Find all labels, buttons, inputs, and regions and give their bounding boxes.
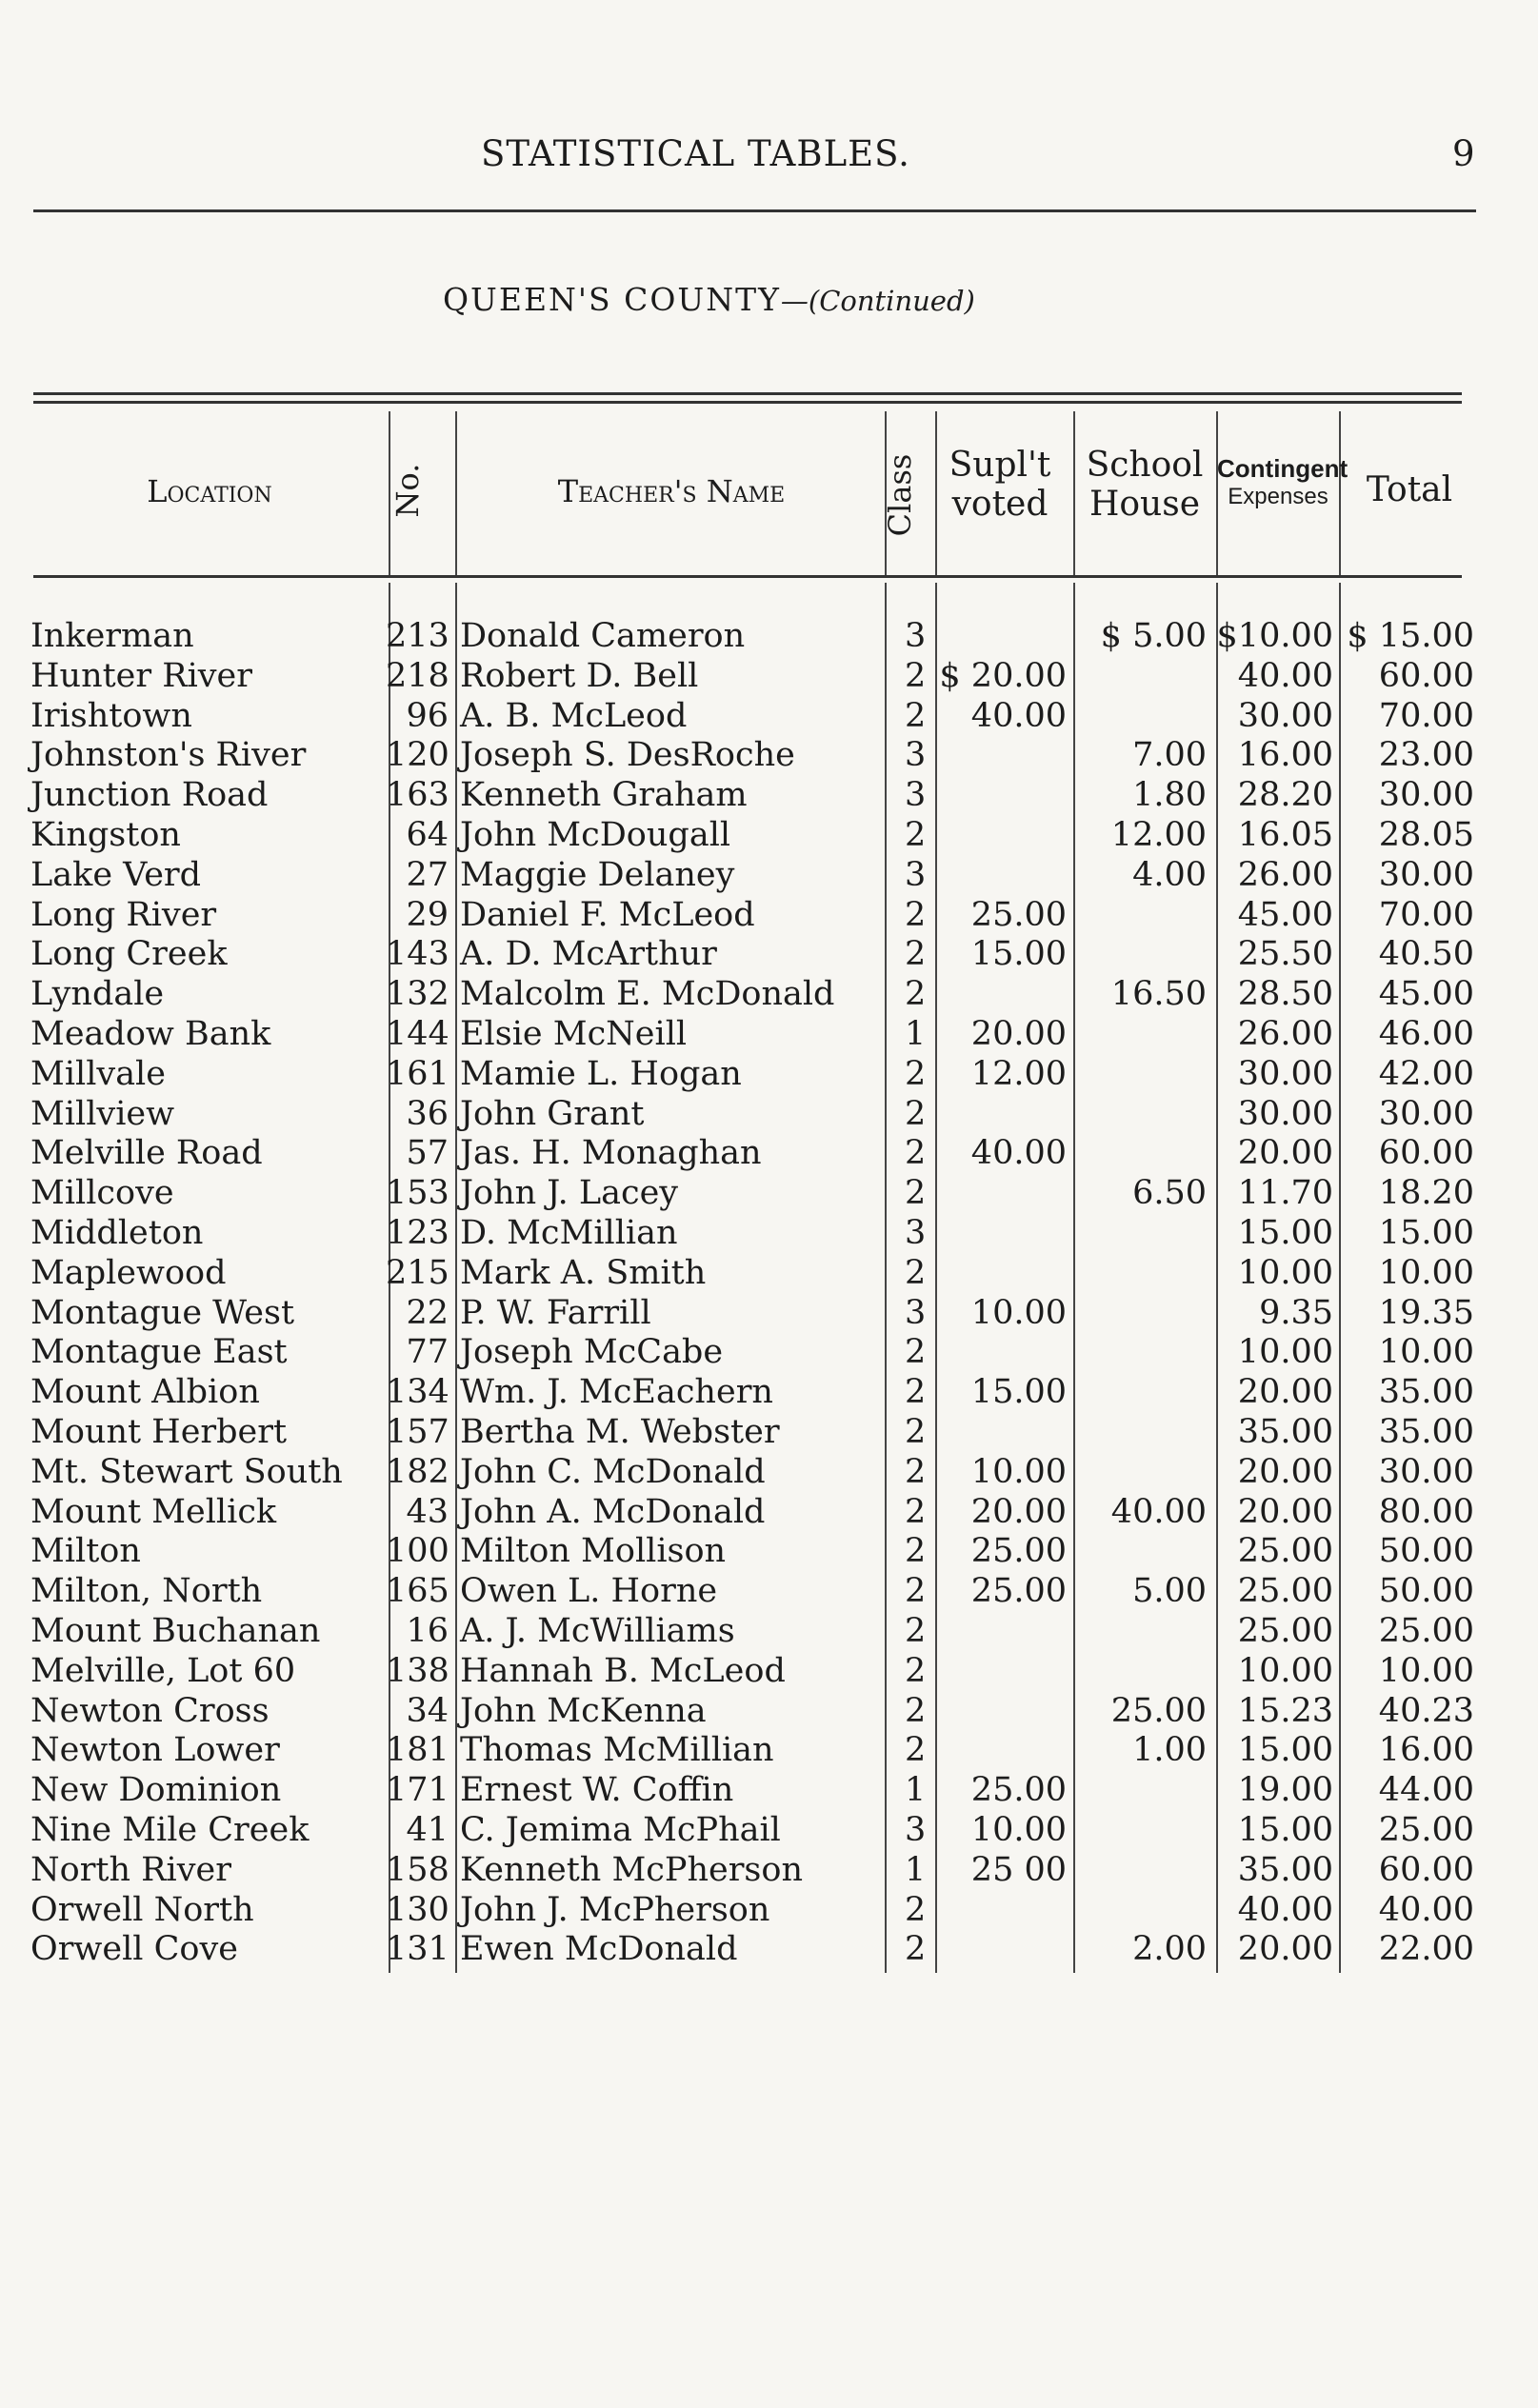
cell-school-house: $ 5.00 bbox=[1100, 617, 1207, 655]
cell-location: North River bbox=[30, 1850, 231, 1889]
cell-location: Irishtown bbox=[30, 696, 192, 735]
cell-contingent: 40.00 bbox=[1237, 1890, 1333, 1929]
cell-location: Melville, Lot 60 bbox=[30, 1651, 296, 1690]
section-title bbox=[443, 281, 975, 318]
cell-teacher: John J. McPherson bbox=[460, 1890, 770, 1929]
cell-location: Kingston bbox=[30, 815, 181, 854]
cell-supl-voted: $ 20.00 bbox=[939, 656, 1067, 695]
cell-teacher: Donald Cameron bbox=[460, 617, 746, 655]
table-row bbox=[0, 896, 1538, 936]
cell-contingent: 26.00 bbox=[1237, 1014, 1333, 1053]
cell-class: 2 bbox=[905, 1731, 927, 1770]
cell-total: 30.00 bbox=[1378, 1452, 1474, 1491]
cell-no: 215 bbox=[386, 1253, 449, 1292]
cell-total: 40.50 bbox=[1378, 935, 1474, 974]
cell-total: 70.00 bbox=[1378, 895, 1474, 934]
cell-teacher: John C. McDonald bbox=[460, 1452, 766, 1491]
cell-location: Melville Road bbox=[30, 1134, 263, 1173]
cell-class: 3 bbox=[905, 736, 927, 775]
header-contingent-expenses bbox=[1217, 454, 1348, 509]
cell-supl-voted: 12.00 bbox=[970, 1054, 1067, 1093]
cell-school-house: 16.50 bbox=[1110, 975, 1207, 1014]
cell-teacher: Milton Mollison bbox=[460, 1532, 727, 1571]
table-top-rule bbox=[33, 392, 1462, 404]
cell-class: 2 bbox=[905, 1134, 927, 1173]
cell-contingent: 40.00 bbox=[1237, 656, 1333, 695]
cell-contingent: 20.00 bbox=[1237, 1134, 1333, 1173]
cell-location: Mount Albion bbox=[30, 1373, 260, 1412]
cell-teacher: Kenneth McPherson bbox=[460, 1850, 803, 1889]
header-supl-line2: voted bbox=[951, 485, 1049, 525]
cell-total: 46.00 bbox=[1378, 1014, 1474, 1053]
cell-total: 18.20 bbox=[1378, 1174, 1474, 1213]
cell-no: 144 bbox=[386, 1014, 449, 1053]
table-row bbox=[0, 1333, 1538, 1373]
cell-total: 50.00 bbox=[1378, 1572, 1474, 1611]
cell-total: 60.00 bbox=[1378, 656, 1474, 695]
cell-teacher: A. D. McArthur bbox=[460, 935, 717, 974]
header-school-line2: House bbox=[1089, 485, 1201, 525]
cell-no: 43 bbox=[406, 1492, 449, 1531]
cell-location: Inkerman bbox=[30, 617, 194, 655]
cell-no: 171 bbox=[386, 1771, 449, 1810]
cell-teacher: Mamie L. Hogan bbox=[460, 1054, 742, 1093]
cell-contingent: 15.00 bbox=[1237, 1213, 1333, 1252]
table-row bbox=[0, 1174, 1538, 1214]
cell-location: Middleton bbox=[30, 1213, 204, 1252]
cell-total: 42.00 bbox=[1378, 1054, 1474, 1093]
cell-class: 2 bbox=[905, 935, 927, 974]
cell-location: Long Creek bbox=[30, 935, 228, 974]
cell-supl-voted: 25.00 bbox=[970, 1572, 1067, 1611]
cell-class: 3 bbox=[905, 1293, 927, 1332]
table-row bbox=[0, 1771, 1538, 1811]
cell-total: 30.00 bbox=[1378, 776, 1474, 815]
cell-no: 41 bbox=[406, 1810, 449, 1849]
cell-contingent: 15.00 bbox=[1237, 1731, 1333, 1770]
cell-supl-voted: 10.00 bbox=[970, 1452, 1067, 1491]
cell-no: 96 bbox=[406, 696, 449, 735]
cell-supl-voted: 10.00 bbox=[970, 1293, 1067, 1332]
cell-no: 157 bbox=[386, 1412, 449, 1451]
cell-contingent: 10.00 bbox=[1237, 1253, 1333, 1292]
cell-total: 28.05 bbox=[1378, 815, 1474, 854]
cell-location: Mount Buchanan bbox=[30, 1611, 321, 1650]
table-row bbox=[0, 1134, 1538, 1174]
page-number: 9 bbox=[1452, 133, 1475, 174]
cell-teacher: Hannah B. McLeod bbox=[460, 1651, 786, 1690]
cell-total: 10.00 bbox=[1378, 1651, 1474, 1690]
cell-teacher: Malcolm E. McDonald bbox=[460, 975, 835, 1014]
cell-contingent: 30.00 bbox=[1237, 696, 1333, 735]
table-row bbox=[0, 1692, 1538, 1732]
cell-supl-voted: 20.00 bbox=[970, 1492, 1067, 1531]
cell-location: Montague West bbox=[30, 1293, 295, 1332]
cell-total: 23.00 bbox=[1378, 736, 1474, 775]
table-row bbox=[0, 816, 1538, 856]
header-supl-line1: Supl't bbox=[949, 446, 1051, 485]
cell-supl-voted: 15.00 bbox=[970, 935, 1067, 974]
cell-class: 3 bbox=[905, 1213, 927, 1252]
cell-location: Mount Herbert bbox=[30, 1412, 288, 1451]
header-contingent-line1: Contingent bbox=[1217, 454, 1348, 483]
header-school-house bbox=[1073, 446, 1216, 525]
cell-contingent: 35.00 bbox=[1237, 1850, 1333, 1889]
table-row bbox=[0, 1731, 1538, 1771]
cell-total: 22.00 bbox=[1378, 1930, 1474, 1969]
cell-no: 16 bbox=[406, 1611, 449, 1650]
cell-school-house: 5.00 bbox=[1132, 1572, 1207, 1611]
cell-total: 25.00 bbox=[1378, 1810, 1474, 1849]
cell-location: Nine Mile Creek bbox=[30, 1810, 310, 1849]
cell-supl-voted: 20.00 bbox=[970, 1014, 1067, 1053]
cell-location: Newton Cross bbox=[30, 1691, 270, 1730]
table-row bbox=[0, 1572, 1538, 1612]
cell-class: 2 bbox=[905, 1094, 927, 1133]
cell-no: 120 bbox=[386, 736, 449, 775]
cell-contingent: 11.70 bbox=[1237, 1174, 1333, 1213]
col-rule-total bbox=[1339, 411, 1341, 575]
table-row bbox=[0, 776, 1538, 816]
table-row bbox=[0, 1373, 1538, 1413]
table-row bbox=[0, 1015, 1538, 1055]
cell-class: 1 bbox=[905, 1850, 927, 1889]
cell-location: Milton bbox=[30, 1532, 141, 1571]
cell-supl-voted: 25.00 bbox=[970, 1532, 1067, 1571]
cell-supl-voted: 25.00 bbox=[970, 1771, 1067, 1810]
header-class: Class bbox=[882, 453, 918, 537]
cell-no: 163 bbox=[386, 776, 449, 815]
cell-school-house: 4.00 bbox=[1132, 855, 1207, 894]
cell-contingent: 19.00 bbox=[1237, 1771, 1333, 1810]
cell-teacher: Bertha M. Webster bbox=[460, 1412, 780, 1451]
header-school-line1: School bbox=[1086, 446, 1204, 485]
table-row bbox=[0, 1055, 1538, 1095]
cell-no: 182 bbox=[386, 1452, 449, 1491]
cell-location: Orwell North bbox=[30, 1890, 254, 1929]
cell-total: 10.00 bbox=[1378, 1253, 1474, 1292]
cell-class: 2 bbox=[905, 1532, 927, 1571]
cell-no: 100 bbox=[386, 1532, 449, 1571]
cell-class: 1 bbox=[905, 1014, 927, 1053]
table-row bbox=[0, 1413, 1538, 1453]
cell-contingent: 25.00 bbox=[1237, 1572, 1333, 1611]
cell-class: 2 bbox=[905, 1054, 927, 1093]
table-row bbox=[0, 657, 1538, 697]
cell-total: 30.00 bbox=[1378, 1094, 1474, 1133]
cell-school-house: 1.00 bbox=[1132, 1731, 1207, 1770]
table-row bbox=[0, 856, 1538, 896]
cell-no: 36 bbox=[406, 1094, 449, 1133]
cell-supl-voted: 25.00 bbox=[970, 895, 1067, 934]
cell-teacher: A. B. McLeod bbox=[460, 696, 688, 735]
cell-contingent: 25.50 bbox=[1237, 935, 1333, 974]
cell-class: 2 bbox=[905, 1651, 927, 1690]
cell-contingent: 20.00 bbox=[1237, 1373, 1333, 1412]
cell-class: 2 bbox=[905, 656, 927, 695]
header-teacher-name: Teacher's Name bbox=[557, 473, 786, 509]
cell-class: 2 bbox=[905, 1691, 927, 1730]
table-row bbox=[0, 935, 1538, 975]
cell-school-house: 6.50 bbox=[1132, 1174, 1207, 1213]
cell-no: 165 bbox=[386, 1572, 449, 1611]
cell-teacher: John Grant bbox=[460, 1094, 645, 1133]
cell-total: 25.00 bbox=[1378, 1611, 1474, 1650]
cell-no: 64 bbox=[406, 815, 449, 854]
cell-class: 2 bbox=[905, 1930, 927, 1969]
cell-class: 2 bbox=[905, 975, 927, 1014]
cell-total: 40.23 bbox=[1378, 1691, 1474, 1730]
cell-no: 181 bbox=[386, 1731, 449, 1770]
cell-teacher: Mark A. Smith bbox=[460, 1253, 707, 1292]
cell-total: 35.00 bbox=[1378, 1412, 1474, 1451]
cell-total: 15.00 bbox=[1378, 1213, 1474, 1252]
cell-class: 2 bbox=[905, 1611, 927, 1650]
table-row bbox=[0, 1891, 1538, 1931]
cell-location: Hunter River bbox=[30, 656, 253, 695]
cell-contingent: 26.00 bbox=[1237, 855, 1333, 894]
table-row bbox=[0, 736, 1538, 776]
cell-location: Millcove bbox=[30, 1174, 174, 1213]
cell-class: 3 bbox=[905, 855, 927, 894]
cell-contingent: 28.50 bbox=[1237, 975, 1333, 1014]
table-row bbox=[0, 1294, 1538, 1334]
cell-total: 60.00 bbox=[1378, 1134, 1474, 1173]
cell-total: 10.00 bbox=[1378, 1333, 1474, 1372]
cell-teacher: Maggie Delaney bbox=[460, 855, 735, 894]
table-row bbox=[0, 697, 1538, 737]
header-supl-voted bbox=[933, 446, 1067, 525]
cell-no: 143 bbox=[386, 935, 449, 974]
section-title-text: QUEEN'S COUNTY bbox=[443, 281, 781, 318]
cell-teacher: C. Jemima McPhail bbox=[460, 1810, 781, 1849]
cell-school-house: 12.00 bbox=[1110, 815, 1207, 854]
cell-contingent: 30.00 bbox=[1237, 1054, 1333, 1093]
header-total: Total bbox=[1366, 470, 1453, 509]
running-head bbox=[0, 133, 1538, 181]
cell-teacher: John McDougall bbox=[460, 815, 731, 854]
header-contingent-line2: Expenses bbox=[1228, 483, 1328, 509]
cell-contingent: 28.20 bbox=[1237, 776, 1333, 815]
cell-total: 44.00 bbox=[1378, 1771, 1474, 1810]
table-row bbox=[0, 1851, 1538, 1891]
cell-contingent: 25.00 bbox=[1237, 1532, 1333, 1571]
cell-contingent: 10.00 bbox=[1237, 1651, 1333, 1690]
cell-contingent: 45.00 bbox=[1237, 895, 1333, 934]
cell-class: 2 bbox=[905, 1412, 927, 1451]
cell-class: 2 bbox=[905, 1174, 927, 1213]
header-no: No. bbox=[389, 463, 426, 518]
cell-total: 80.00 bbox=[1378, 1492, 1474, 1531]
cell-no: 213 bbox=[386, 617, 449, 655]
cell-location: Montague East bbox=[30, 1333, 288, 1372]
cell-teacher: Thomas McMillian bbox=[460, 1731, 774, 1770]
cell-contingent: 20.00 bbox=[1237, 1492, 1333, 1531]
cell-teacher: A. J. McWilliams bbox=[460, 1611, 735, 1650]
table-row bbox=[0, 1453, 1538, 1493]
cell-supl-voted: 25 00 bbox=[970, 1850, 1067, 1889]
section-title-continued: —(Continued) bbox=[780, 285, 975, 317]
cell-teacher: Wm. J. McEachern bbox=[460, 1373, 773, 1412]
cell-teacher: John McKenna bbox=[460, 1691, 707, 1730]
cell-total: $ 15.00 bbox=[1347, 617, 1474, 655]
cell-no: 77 bbox=[406, 1333, 449, 1372]
table-row bbox=[0, 1254, 1538, 1294]
cell-location: New Dominion bbox=[30, 1771, 282, 1810]
cell-teacher: Ernest W. Coffin bbox=[460, 1771, 734, 1810]
header-location: Location bbox=[147, 473, 272, 509]
cell-no: 123 bbox=[386, 1213, 449, 1252]
cell-class: 3 bbox=[905, 776, 927, 815]
cell-location: Newton Lower bbox=[30, 1731, 280, 1770]
cell-no: 29 bbox=[406, 895, 449, 934]
cell-contingent: $10.00 bbox=[1216, 617, 1333, 655]
cell-class: 3 bbox=[905, 1810, 927, 1849]
table-row bbox=[0, 975, 1538, 1015]
cell-location: Junction Road bbox=[30, 776, 269, 815]
cell-contingent: 9.35 bbox=[1259, 1293, 1333, 1332]
cell-contingent: 20.00 bbox=[1237, 1930, 1333, 1969]
cell-school-house: 7.00 bbox=[1132, 736, 1207, 775]
cell-contingent: 20.00 bbox=[1237, 1452, 1333, 1491]
cell-teacher: D. McMillian bbox=[460, 1213, 678, 1252]
cell-teacher: Owen L. Horne bbox=[460, 1572, 718, 1611]
cell-contingent: 15.00 bbox=[1237, 1810, 1333, 1849]
cell-school-house: 1.80 bbox=[1132, 776, 1207, 815]
cell-supl-voted: 40.00 bbox=[970, 1134, 1067, 1173]
cell-teacher: Joseph McCabe bbox=[460, 1333, 724, 1372]
cell-teacher: Jas. H. Monaghan bbox=[460, 1134, 762, 1173]
cell-teacher: Ewen McDonald bbox=[460, 1930, 738, 1969]
cell-teacher: Elsie McNeill bbox=[460, 1014, 688, 1053]
table-body bbox=[0, 617, 1538, 1970]
cell-total: 45.00 bbox=[1378, 975, 1474, 1014]
cell-teacher: P. W. Farrill bbox=[460, 1293, 651, 1332]
cell-location: Lake Verd bbox=[30, 855, 202, 894]
cell-contingent: 35.00 bbox=[1237, 1412, 1333, 1451]
table-row bbox=[0, 1811, 1538, 1851]
cell-class: 2 bbox=[905, 1452, 927, 1491]
cell-no: 57 bbox=[406, 1134, 449, 1173]
cell-no: 158 bbox=[386, 1850, 449, 1889]
cell-location: Lyndale bbox=[30, 975, 165, 1014]
cell-no: 27 bbox=[406, 855, 449, 894]
cell-contingent: 30.00 bbox=[1237, 1094, 1333, 1133]
table-row bbox=[0, 1095, 1538, 1135]
cell-no: 131 bbox=[386, 1930, 449, 1969]
cell-contingent: 16.00 bbox=[1237, 736, 1333, 775]
table-row bbox=[0, 617, 1538, 657]
head-rule bbox=[33, 209, 1476, 212]
table-head-rule bbox=[33, 575, 1462, 578]
cell-location: Orwell Cove bbox=[30, 1930, 238, 1969]
cell-teacher: Robert D. Bell bbox=[460, 656, 699, 695]
running-title: STATISTICAL TABLES. bbox=[481, 133, 910, 174]
cell-class: 2 bbox=[905, 815, 927, 854]
cell-no: 153 bbox=[386, 1174, 449, 1213]
cell-no: 22 bbox=[406, 1293, 449, 1332]
cell-teacher: Daniel F. McLeod bbox=[460, 895, 755, 934]
cell-location: Meadow Bank bbox=[30, 1014, 271, 1053]
cell-no: 34 bbox=[406, 1691, 449, 1730]
cell-location: Maplewood bbox=[30, 1253, 227, 1292]
cell-teacher: John J. Lacey bbox=[460, 1174, 679, 1213]
cell-class: 2 bbox=[905, 895, 927, 934]
table-row bbox=[0, 1532, 1538, 1572]
cell-contingent: 16.05 bbox=[1237, 815, 1333, 854]
table-row bbox=[0, 1612, 1538, 1652]
cell-class: 1 bbox=[905, 1771, 927, 1810]
cell-location: Mt. Stewart South bbox=[30, 1452, 343, 1491]
cell-class: 2 bbox=[905, 1572, 927, 1611]
cell-contingent: 15.23 bbox=[1237, 1691, 1333, 1730]
cell-total: 60.00 bbox=[1378, 1850, 1474, 1889]
cell-class: 2 bbox=[905, 1492, 927, 1531]
cell-teacher: Kenneth Graham bbox=[460, 776, 748, 815]
cell-no: 138 bbox=[386, 1651, 449, 1690]
cell-school-house: 2.00 bbox=[1132, 1930, 1207, 1969]
table-row bbox=[0, 1652, 1538, 1692]
cell-total: 35.00 bbox=[1378, 1373, 1474, 1412]
cell-location: Long River bbox=[30, 895, 217, 934]
cell-no: 132 bbox=[386, 975, 449, 1014]
cell-total: 70.00 bbox=[1378, 696, 1474, 735]
cell-total: 30.00 bbox=[1378, 855, 1474, 894]
cell-no: 130 bbox=[386, 1890, 449, 1929]
cell-contingent: 10.00 bbox=[1237, 1333, 1333, 1372]
cell-no: 161 bbox=[386, 1054, 449, 1093]
cell-total: 16.00 bbox=[1378, 1731, 1474, 1770]
cell-school-house: 25.00 bbox=[1110, 1691, 1207, 1730]
cell-no: 218 bbox=[386, 656, 449, 695]
cell-supl-voted: 15.00 bbox=[970, 1373, 1067, 1412]
cell-supl-voted: 40.00 bbox=[970, 696, 1067, 735]
cell-class: 3 bbox=[905, 617, 927, 655]
cell-supl-voted: 10.00 bbox=[970, 1810, 1067, 1849]
cell-teacher: Joseph S. DesRoche bbox=[460, 736, 795, 775]
table-row bbox=[0, 1493, 1538, 1533]
cell-class: 2 bbox=[905, 1253, 927, 1292]
cell-class: 2 bbox=[905, 696, 927, 735]
cell-teacher: John A. McDonald bbox=[460, 1492, 766, 1531]
table-row bbox=[0, 1930, 1538, 1970]
cell-class: 2 bbox=[905, 1373, 927, 1412]
cell-contingent: 25.00 bbox=[1237, 1611, 1333, 1650]
cell-total: 50.00 bbox=[1378, 1532, 1474, 1571]
cell-location: Millvale bbox=[30, 1054, 166, 1093]
table-row bbox=[0, 1214, 1538, 1254]
cell-location: Johnston's River bbox=[30, 736, 307, 775]
cell-no: 134 bbox=[386, 1373, 449, 1412]
cell-location: Millview bbox=[30, 1094, 175, 1133]
cell-location: Mount Mellick bbox=[30, 1492, 277, 1531]
cell-total: 40.00 bbox=[1378, 1890, 1474, 1929]
cell-school-house: 40.00 bbox=[1110, 1492, 1207, 1531]
cell-location: Milton, North bbox=[30, 1572, 263, 1611]
cell-total: 19.35 bbox=[1378, 1293, 1474, 1332]
cell-class: 2 bbox=[905, 1890, 927, 1929]
cell-class: 2 bbox=[905, 1333, 927, 1372]
